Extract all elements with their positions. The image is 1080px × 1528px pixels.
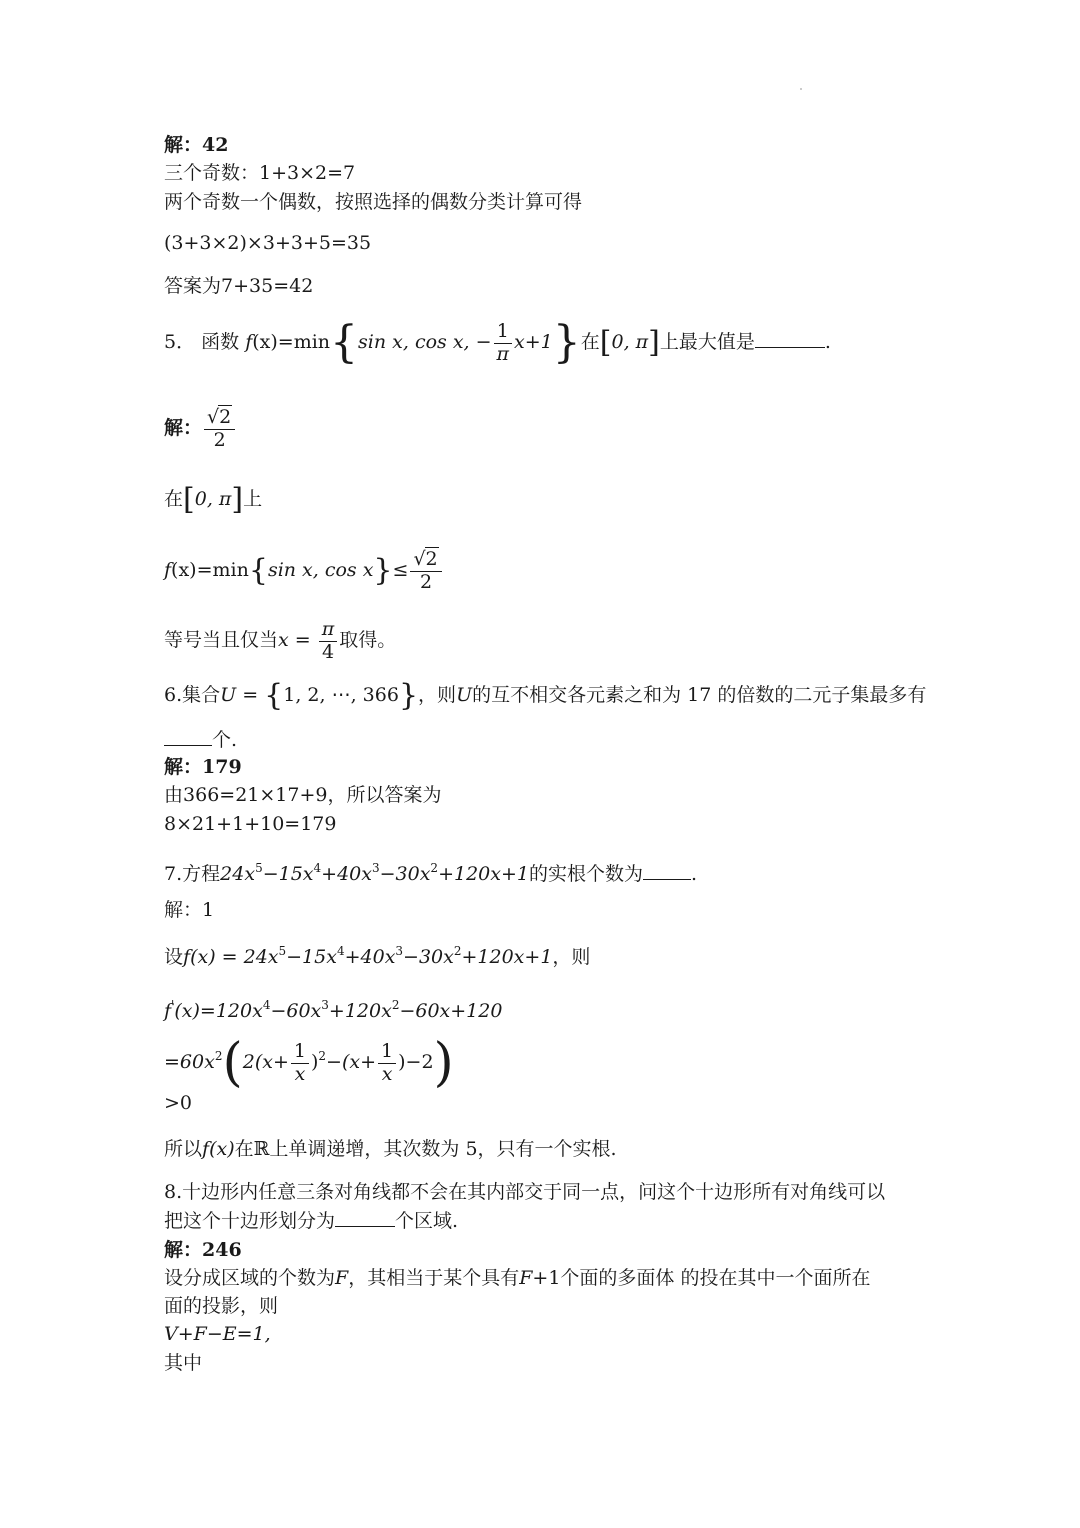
p7-factor-line: $=60x^2(2(x+$ $\frac{1}{x}$ )$^2$−(x+ $\frac{1}{x}$ )−2) [164,1033,454,1093]
p8-answer-line: 解：246 [164,1239,242,1261]
p5-sol-fraction: $\frac{√2}{2}$ [410,550,441,593]
p5-left-brace: { [330,317,359,368]
p5-answer-blank [755,331,825,348]
p7-conclusion: 所以f(x)在ℝ上单调递增，其次数为 5，只有一个实根. [164,1138,617,1160]
p4-line4: 答案为7+35=42 [164,275,314,297]
p7-number: 7. [164,863,183,885]
p6-number: 6. [164,684,183,706]
p4-line3: (3+3×2)×3+3+5=35 [164,232,372,254]
p8-sol-line2: 面的投影，则 [164,1295,279,1317]
p6-question-line2: 个. [164,727,237,753]
p7-answer-line: 解：1 [164,899,215,921]
p6-answer-blank [164,729,212,746]
p4-line4-math: 7+35=42 [221,275,314,297]
p4-line1-math: 1+3×2=7 [259,162,356,184]
p8-sol-line3: V+F−E=1, [164,1323,271,1345]
p5-sol-line3: 等号当且仅当x = $\frac{\pi}{4}$ 取得。 [164,617,397,663]
p6-sol-line1: 由366=21×17+9，所以答案为 [164,784,442,806]
scan-dot [800,88,802,90]
p7-gt-line: >0 [164,1092,193,1114]
p5-sol-line1: 在[0, π]上 [164,482,263,517]
p6-answer-line: 解：179 [164,756,242,778]
p4-answer: 42 [202,134,229,156]
p5-question: 5． 函数 f(x)=min{sin x, cos x, − $\frac{1}{\pi}$ x+1}在[0, π]上最大值是 . [164,317,831,368]
p5-sol-line2: f(x)=min{sin x, cos x}≤ $\frac{√2}{2}$ [164,540,444,601]
p8-sol-line1: 设分成区域的个数为F，其相当于某个具有F+1个面的多面体 的投在其中一个面所在 [164,1267,871,1289]
p8-sol-line4: 其中 [164,1352,203,1374]
p4-line1: 三个奇数：1+3×2=7 [164,162,356,184]
p7-derivative-line: $f'(x)=120x^4-60x^3+120x^2-60x+120$ [164,998,503,1022]
p6-sol-line2: 8×21+1+10=179 [164,813,337,835]
p5-number: 5． [164,331,196,353]
p4-answer-line: 解：42 [164,134,229,156]
p6-answer: 179 [202,756,242,778]
p8-question-line1: 8.十边形内任意三条对角线都不会在其内部交于同一点，问这个十边形所有对角线可以 [164,1181,886,1203]
p7-question: 7.方程$24x^5-15x^4+40x^3-30x^2+120x+1$的实根个数为 . [164,861,698,885]
p8-question-line2: 把这个十边形划分为 个区域. [164,1210,459,1232]
p5-fraction: $\frac{1}{\pi}$ [494,322,513,365]
p5-pi-over-4: $\frac{\pi}{4}$ [319,620,338,663]
p8-answer-blank [335,1210,395,1227]
p8-answer: 246 [202,1239,242,1261]
p6-question-line1: 6.集合U = {1, 2, ⋯, 366}，则U的互不相交各元素之和为 17 的倍数的二元子集最多有 [164,678,927,713]
p7-answer-blank [643,863,691,880]
p7-sol-line1: 设$f(x) = 24x^5-15x^4+40x^3-30x^2+120x+1$，则 [164,944,591,968]
p5-right-brace: } [552,317,581,368]
p5-answer-fraction: $\frac{√2}{2}$ [204,408,235,451]
p4-line2: 两个奇数一个偶数，按照选择的偶数分类计算可得 [164,191,583,213]
p5-answer-line: 解： $\frac{√2}{2}$ [164,398,237,458]
